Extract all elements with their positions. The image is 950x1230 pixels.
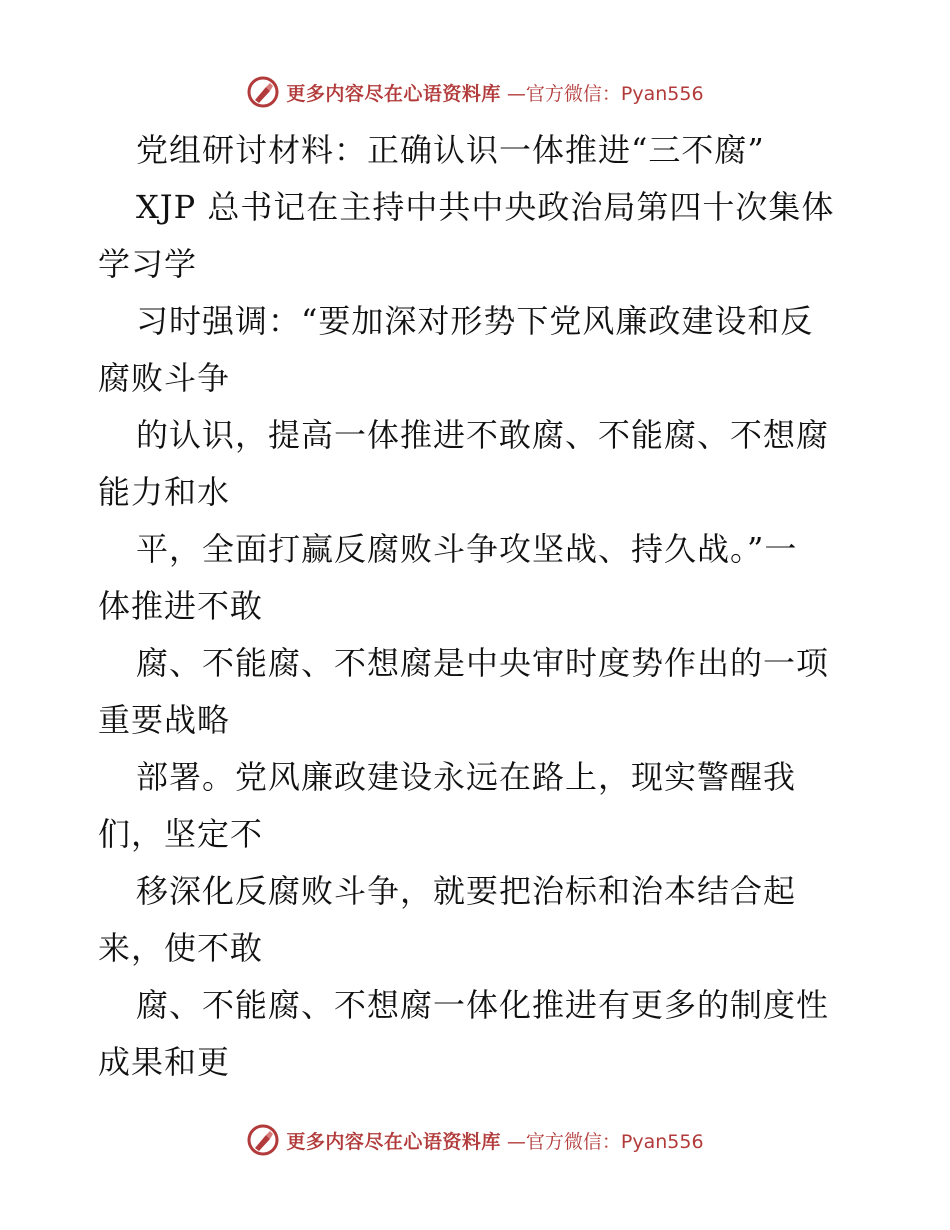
paragraph-line: 来，使不敢 [98, 929, 264, 967]
paragraph-line: 学习学 [98, 245, 198, 283]
watermark-contact-text: —官方微信：Pyan556 [506, 1130, 704, 1153]
document-title: 党组研讨材料：正确认识一体推进“三不腐” [136, 131, 765, 169]
paragraph-line: 腐、不能腐、不想腐一体化推进有更多的制度性 [136, 986, 830, 1024]
watermark-brand-text: 更多内容尽在心语资料库 [286, 1130, 501, 1153]
watermark-contact-text: —官方微信：Pyan556 [506, 82, 704, 105]
paragraph-line: 腐、不能腐、不想腐是中央审时度势作出的一项 [136, 644, 830, 682]
brand-logo-icon [246, 1123, 280, 1157]
paragraph-line: 能力和水 [98, 473, 231, 511]
header-watermark [0, 72, 950, 112]
paragraph-line: 的认识，提高一体推进不敢腐、不能腐、不想腐 [136, 416, 830, 454]
paragraph-line: XJP 总书记在主持中共中央政治局第四十次集体 [136, 188, 835, 226]
paragraph-line: 平，全面打赢反腐败斗争攻坚战、持久战。”一 [136, 530, 798, 568]
document-body [98, 122, 858, 1091]
paragraph-line: 腐败斗争 [98, 359, 231, 397]
paragraph-line: 成果和更 [98, 1043, 231, 1081]
paragraph-line: 重要战略 [98, 701, 231, 739]
footer-watermark [0, 1120, 950, 1160]
paragraph-line: 部署。党风廉政建设永远在路上，现实警醒我 [136, 758, 797, 796]
brand-logo-icon [246, 75, 280, 109]
paragraph-line: 习时强调：“要加深对形势下党风廉政建设和反 [136, 302, 814, 340]
paragraph-line: 们，坚定不 [98, 815, 264, 853]
watermark-brand-text: 更多内容尽在心语资料库 [286, 82, 501, 105]
paragraph-line: 移深化反腐败斗争，就要把治标和治本结合起 [136, 872, 797, 910]
paragraph-line: 体推进不敢 [98, 587, 264, 625]
